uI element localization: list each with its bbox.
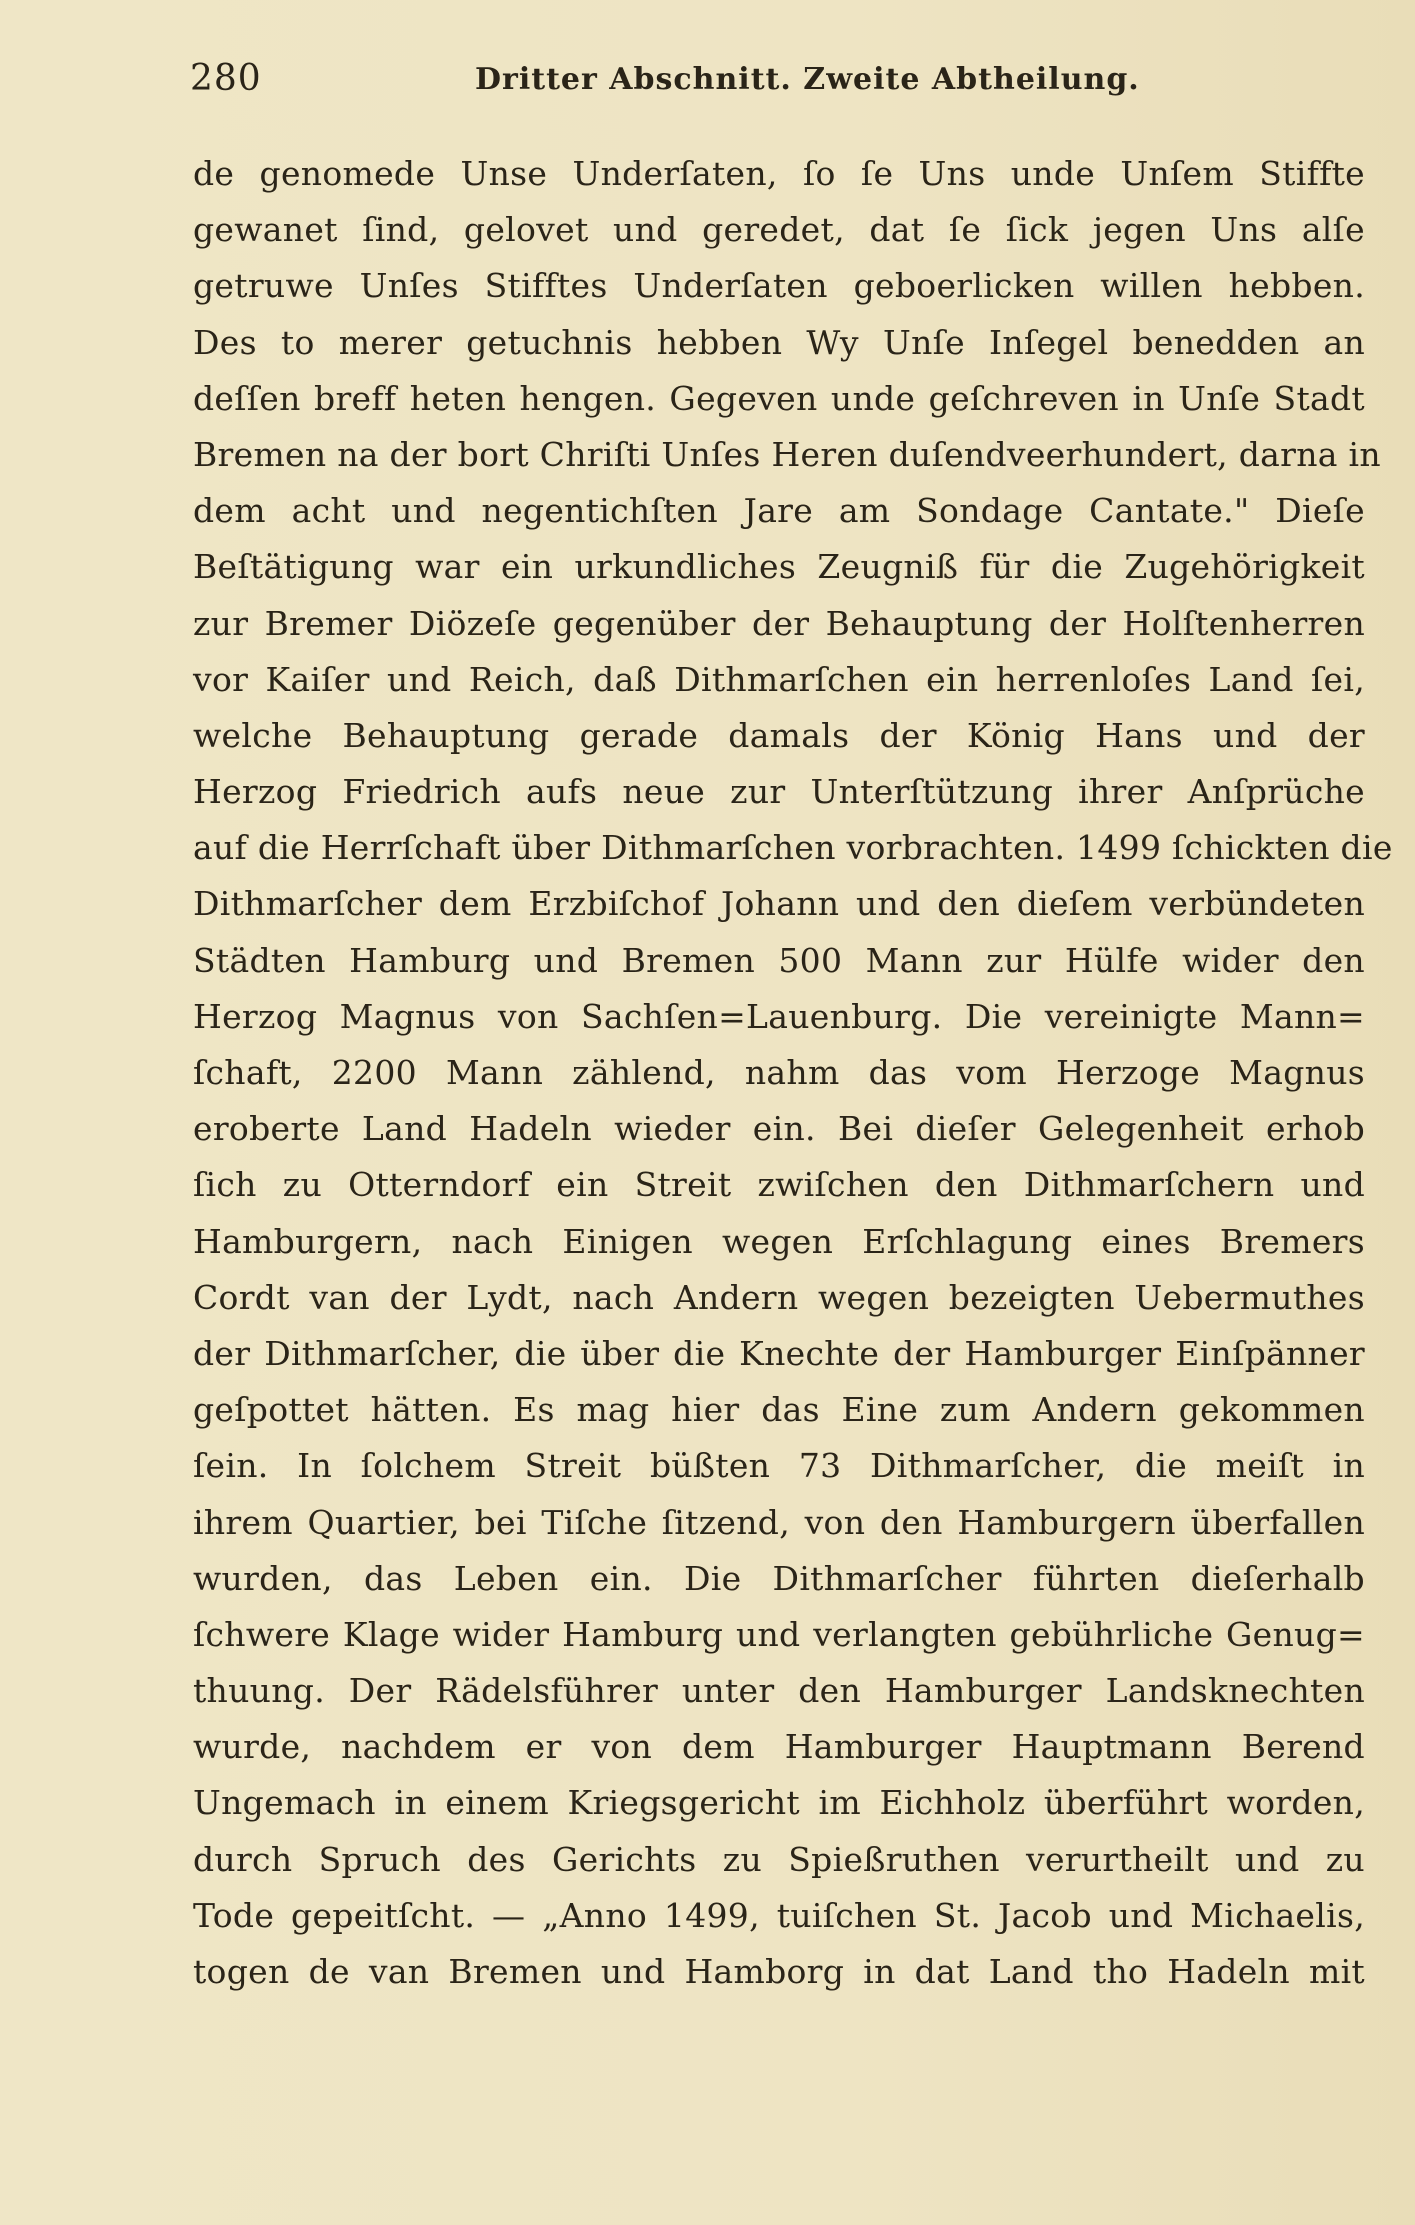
text-line: Ungemach in einem Kriegsgericht im Eichholz überführt worden, xyxy=(193,1783,1365,1823)
text-line: auf die Herrſchaft über Dithmarſchen vorbrachten. 1499 ſchickten die xyxy=(193,828,1393,868)
text-line: Hamburgern, nach Einigen wegen Erſchlagung eines Bremers xyxy=(193,1221,1365,1261)
text-line: ihrem Quartier, bei Tiſche ſitzend, von den Hamburgern überfallen xyxy=(193,1502,1365,1542)
text-line: dem acht und negentichſten Jare am Sondage Cantate." Dieſe xyxy=(193,491,1365,531)
text-line: wurde, nachdem er von dem Hamburger Hauptmann Berend xyxy=(193,1727,1365,1767)
text-line: de genomede Unse Underſaten, ſo ſe Uns unde Unſem Stiffte xyxy=(193,154,1365,193)
text-line: getruwe Unſes Stifftes Underſaten geboerlicken willen hebben. xyxy=(193,266,1365,306)
text-line: Beſtätigung war ein urkundliches Zeugniß für die Zugehörigkeit xyxy=(193,547,1365,587)
text-line: togen de van Bremen und Hamborg in dat Land tho Hadeln mit xyxy=(193,1952,1365,1991)
running-head: Dritter Abschnitt. Zweite Abtheilung. xyxy=(475,62,1140,97)
text-line: Des to merer getuchnis hebben Wy Unſe Inſegel benedden an xyxy=(193,322,1365,362)
text-line: ſein. In ſolchem Streit büßten 73 Dithmarſcher, die meiſt in xyxy=(193,1446,1365,1486)
text-line: thuung. Der Rädelsführer unter den Hamburger Landsknechten xyxy=(193,1671,1365,1711)
text-line: der Dithmarſcher, die über die Knechte der Hamburger Einſpänner xyxy=(193,1333,1365,1373)
text-line: Dithmarſcher dem Erzbiſchof Johann und den dieſem verbündeten xyxy=(193,884,1365,924)
body-text xyxy=(193,146,1393,2000)
text-line: durch Spruch des Gerichts zu Spießruthen verurtheilt und zu xyxy=(193,1839,1365,1879)
text-line: geſpottet hätten. Es mag hier das Eine zum Andern gekommen xyxy=(193,1390,1365,1430)
text-line: ſchwere Klage wider Hamburg und verlangten gebührliche Genug= xyxy=(193,1614,1365,1654)
text-line: ſchaft, 2200 Mann zählend, nahm das vom Herzoge Magnus xyxy=(193,1053,1365,1092)
text-line: deſſen breff heten hengen. Gegeven unde geſchreven in Unſe Stadt xyxy=(193,378,1365,418)
text-line: Tode gepeitſcht. — „Anno 1499, tuiſchen St. Jacob und Michaelis, xyxy=(193,1895,1365,1935)
text-line: zur Bremer Diözeſe gegenüber der Behauptung der Holſtenherren xyxy=(193,603,1365,643)
text-line: Bremen na der bort Chriſti Unſes Heren duſendveerhundert, darna in xyxy=(193,434,1381,474)
text-line: Städten Hamburg und Bremen 500 Mann zur Hülfe wider den xyxy=(193,940,1365,980)
text-line: Herzog Magnus von Sachſen=Lauenburg. Die vereinigte Mann= xyxy=(193,996,1365,1036)
text-line: welche Behauptung gerade damals der König Hans und der xyxy=(193,715,1365,755)
text-line: ſich zu Otterndorf ein Streit zwiſchen den Dithmarſchern und xyxy=(193,1165,1365,1205)
text-line: Herzog Friedrich aufs neue zur Unterſtützung ihrer Anſprüche xyxy=(193,772,1365,812)
text-line: vor Kaiſer und Reich, daß Dithmarſchen ein herrenloſes Land ſei, xyxy=(193,659,1365,699)
text-line: Cordt van der Lydt, nach Andern wegen bezeigten Uebermuthes xyxy=(193,1277,1365,1317)
text-line: wurden, das Leben ein. Die Dithmarſcher führten dieſerhalb xyxy=(193,1558,1365,1598)
text-line: gewanet ſind, gelovet und geredet, dat ſe ſick jegen Uns alſe xyxy=(193,210,1365,250)
page-header xyxy=(190,58,1210,118)
page-number: 280 xyxy=(190,58,262,99)
text-line: eroberte Land Hadeln wieder ein. Bei dieſer Gelegenheit erhob xyxy=(193,1109,1365,1149)
